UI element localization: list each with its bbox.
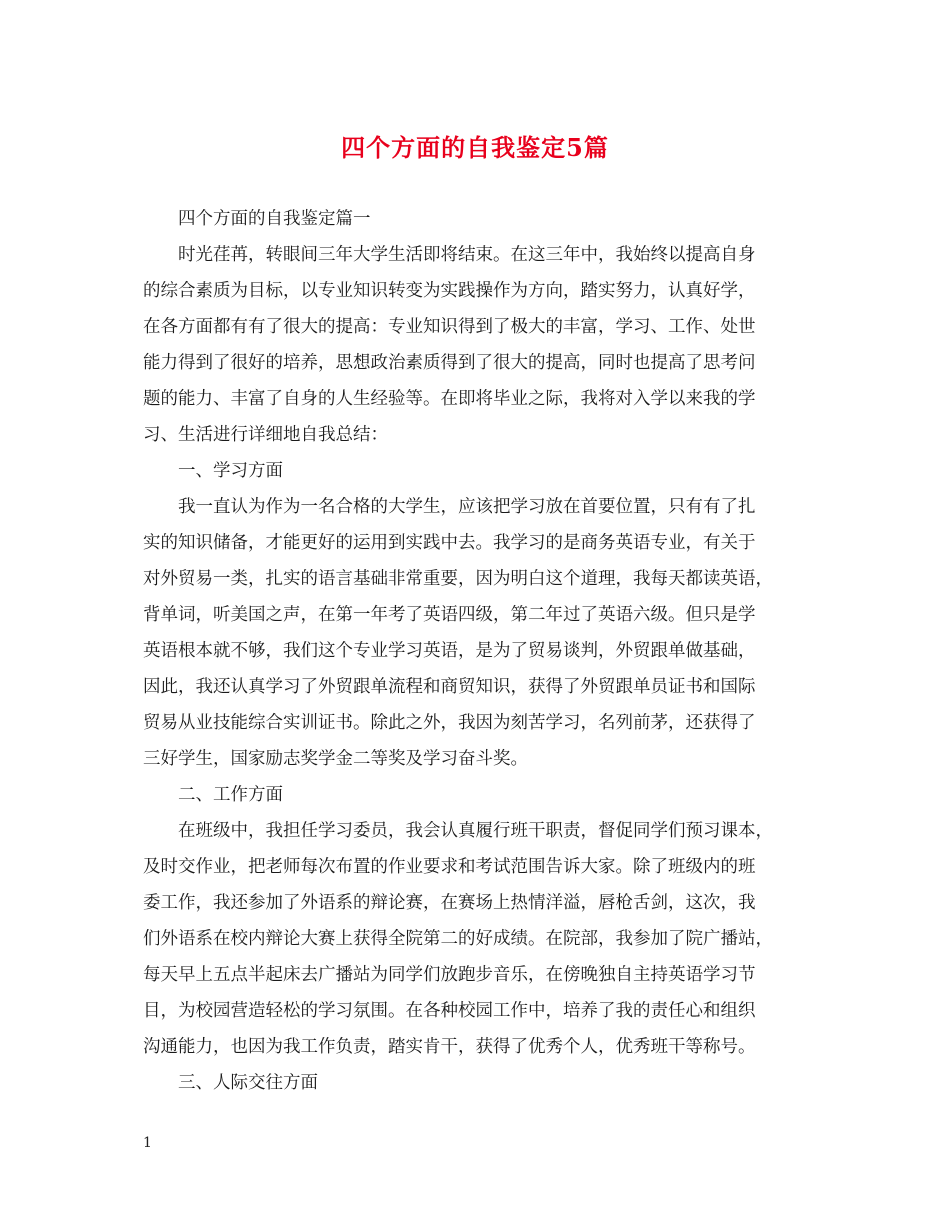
text-line: 每天早上五点半起床去广播站为同学们放跑步音乐，在傍晚独自主持英语学习节 [143,965,756,985]
text-line: 二、工作方面 [178,785,283,805]
page-number: 1 [143,1135,152,1151]
text-line: 贸易从业技能综合实训证书。除此之外，我因为刻苦学习，名列前茅，还获得了 [143,713,756,733]
text-line: 沟通能力，也因为我工作负责，踏实肯干，获得了优秀个人，优秀班干等称号。 [143,1037,756,1057]
text-line: 实的知识储备，才能更好的运用到实践中去。我学习的是商务英语专业，有关于 [143,533,756,553]
text-line: 在各方面都有有了很大的提高：专业知识得到了极大的丰富，学习、工作、处世 [143,317,756,337]
text-line: 对外贸易一类，扎实的语言基础非常重要，因为明白这个道理，我每天都读英语， [143,569,773,589]
text-line: 三、人际交往方面 [178,1073,318,1093]
document-title: 四个方面的自我鉴定5篇 [341,133,609,162]
text-line: 能力得到了很好的培养，思想政治素质得到了很大的提高，同时也提高了思考问 [143,353,756,373]
text-line: 英语根本就不够，我们这个专业学习英语，是为了贸易谈判，外贸跟单做基础， [143,641,756,661]
text-line: 题的能力、丰富了自身的人生经验等。在即将毕业之际，我将对入学以来我的学 [143,389,756,409]
text-line: 背单词，听美国之声，在第一年考了英语四级，第二年过了英语六级。但只是学 [143,605,756,625]
text-line: 四个方面的自我鉴定篇一 [178,209,371,229]
text-line: 及时交作业，把老师每次布置的作业要求和考试范围告诉大家。除了班级内的班 [143,857,756,877]
text-line: 一、学习方面 [178,461,283,481]
text-line: 目，为校园营造轻松的学习氛围。在各种校园工作中，培养了我的责任心和组织 [143,1001,756,1021]
text-line: 习、生活进行详细地自我总结： [143,425,388,445]
text-line: 三好学生，国家励志奖学金二等奖及学习奋斗奖。 [143,749,528,769]
text-line: 我一直认为作为一名合格的大学生，应该把学习放在首要位置，只有有了扎 [178,497,756,517]
text-line: 的综合素质为目标，以专业知识转变为实践操作为方向，踏实努力，认真好学， [143,281,756,301]
text-line: 在班级中，我担任学习委员，我会认真履行班干职责，督促同学们预习课本， [178,821,773,841]
document-body [143,201,815,1101]
text-line: 委工作，我还参加了外语系的辩论赛，在赛场上热情洋溢，唇枪舌剑，这次，我 [143,893,756,913]
text-line: 因此，我还认真学习了外贸跟单流程和商贸知识，获得了外贸跟单员证书和国际 [143,677,756,697]
text-line: 们外语系在校内辩论大赛上获得全院第二的好成绩。在院部，我参加了院广播站， [143,929,773,949]
text-line: 时光荏苒，转眼间三年大学生活即将结束。在这三年中，我始终以提高自身 [178,245,756,265]
